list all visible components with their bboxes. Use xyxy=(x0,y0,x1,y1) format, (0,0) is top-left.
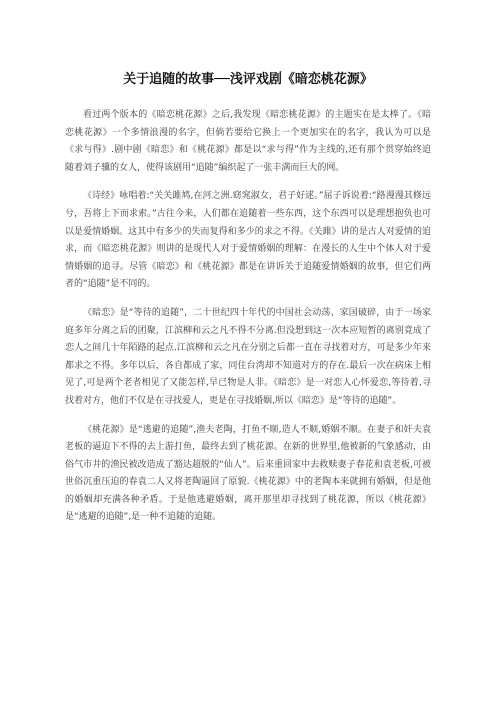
paragraph-3: 《暗恋》是“等待的追随”，二十世纪四十年代的中国社会动荡、家国破碎，由于一场家庭多年分离之后的团聚，江滨柳和云之凡不得不分离.但没想到这一次本应短暂的离别竟成了恋人之间几十年陌路的起点.江滨柳和云之凡在分别之后都一直在寻找着对方，可是多少年来都求之不得。多年以后，各自都成了家，同住台湾却不知道对方的存在.最后一次在病床上相见了,可是两个老者相见了又能怎样,早已物是人非。《暗恋》是一对恋人心怀爱恋,等待着,寻找着对方，他们不仅是在寻找爱人，更是在寻找婚姻,所以《暗恋》是“等待的追随”。 xyxy=(65,307,431,406)
paragraph-2: 《诗经》咏唱着:“关关雎鸠,在河之洲.窈窕淑女，君子好逑。”屈子诉说着:“路漫漫其修远兮，吾将上下而求索。”古往今来，人们都在追随着一些东西，这个东西可以是理想抱负也可以是爱情婚姻。这其中有多少的失而复得和多少的求之不得。《关雎》讲的是古人对爱情的追求，而《暗恋桃花源》则讲的是现代人对于爱情婚姻的理解：在漫长的人生中个体人对于爱情婚姻的追寻。尽管《暗恋》和《桃花源》都是在讲诉关于追随爱情婚姻的故事，但它们两者的“追随”是不同的。 xyxy=(65,191,431,290)
paragraph-1: 看过两个版本的《暗恋桃花源》之后,我发现《暗恋桃花源》的主题实在是太棒了。《暗恋桃花源》一个多情浪漫的名字，但倘若要给它换上一个更加实在的名字，我认为可以是《求与得》.剧中剧《暗恋》和《桃花源》都是以“求与得”作为主线的,还有那个贯穿始终追随着刘子骥的女人，使得该剧用“追随”编织起了一张丰满而巨大的网。 xyxy=(65,110,431,173)
document-title: 关于追随的故事──浅评戏剧《暗恋桃花源》 xyxy=(123,72,373,87)
paragraph-4: 《桃花源》是“逃避的追随”,渔夫老陶，打鱼不顺,造人不顺,婚姻不顺。在妻子和奸夫袁老板的逼迫下不得的去上游打鱼，最终去到了桃花源。在新的世界里,他被新的气象感动，由俗气市井的渔民被改造成了豁达超脱的“仙人”。后来重回家中去救赎妻子春花和袁老板,可被世俗沉重压迫的春袁二人又将老陶逼回了原貌.《桃花源》中的老陶本来就拥有婚姻，但是他的婚姻却充满各种矛盾。于是他逃避婚姻，离开那里却寻找到了桃花源，所以《桃花源》是“逃避的追随”,是一种不追随的追随。 xyxy=(65,424,431,523)
